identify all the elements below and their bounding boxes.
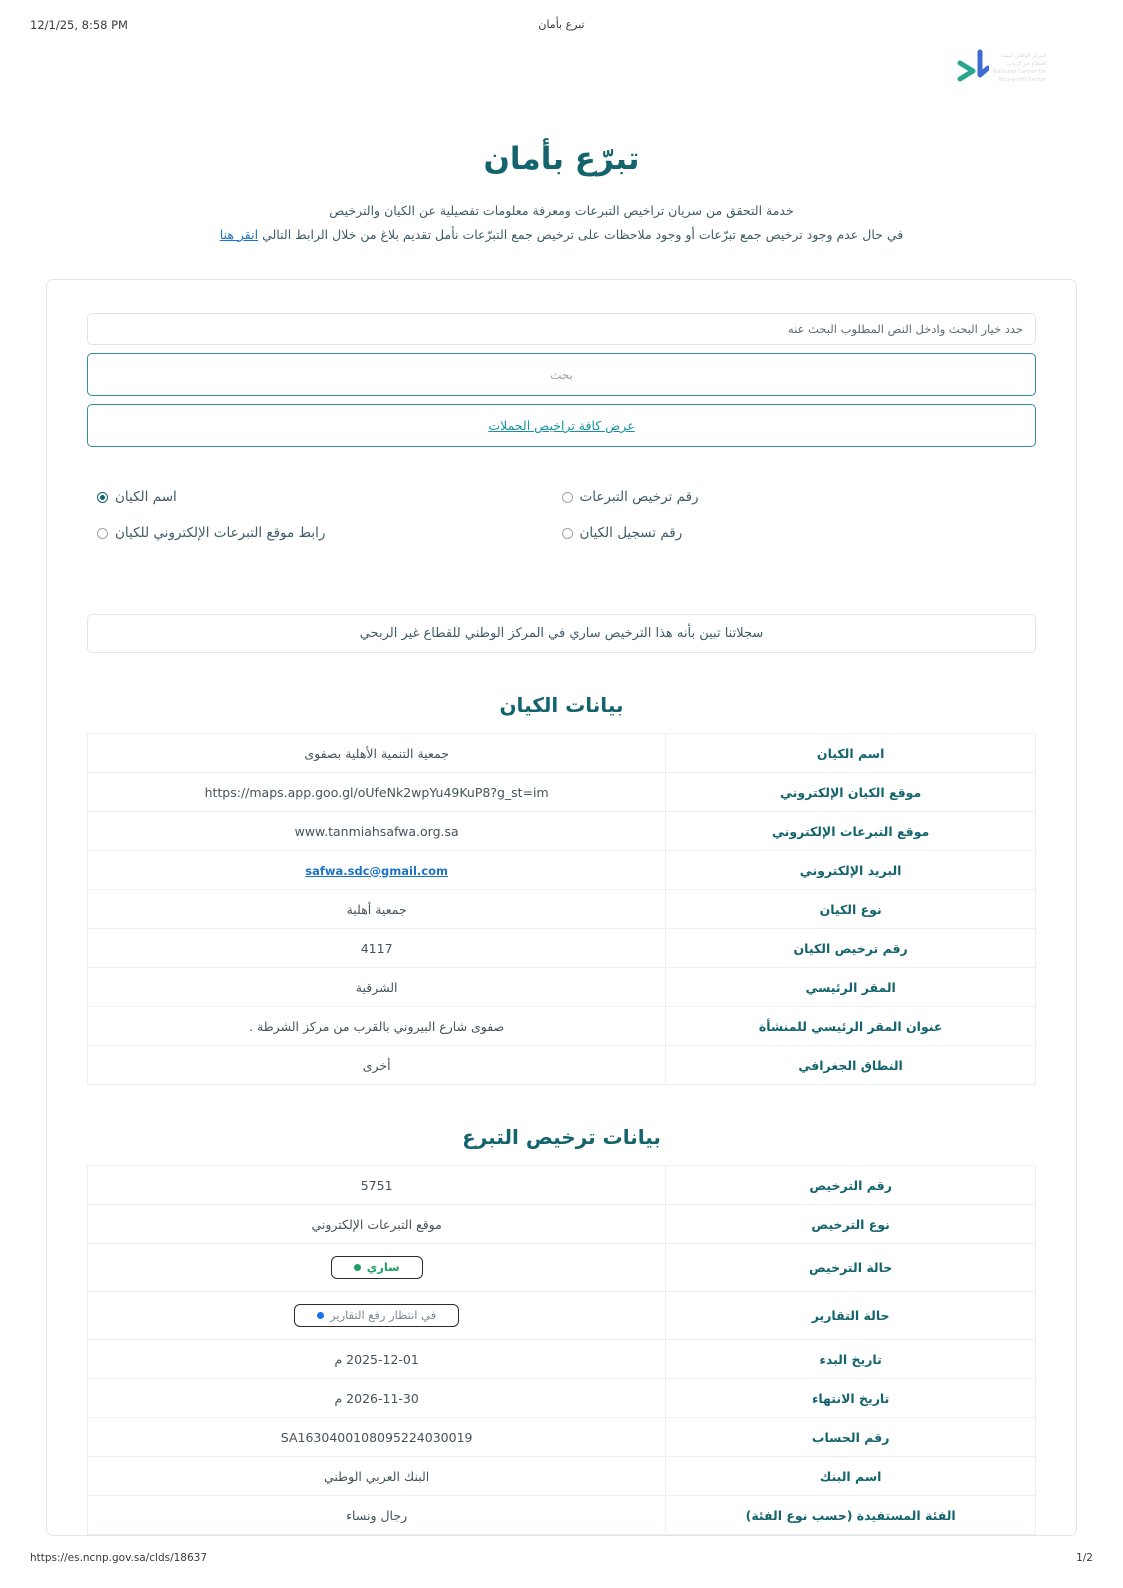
email-link[interactable]: safwa.sdc@gmail.com [305,863,448,878]
report-link[interactable]: انقر هنا [219,226,259,242]
print-header [0,18,1123,36]
row-value: https://maps.app.goo.gl/oUfeNk2wpYu49KuP8?g_st=im [88,773,666,812]
row-value: 5751 [88,1166,666,1205]
license-data-table [87,1165,1036,1535]
entity-data-table [87,733,1036,1085]
print-doc-title: تبرع بأمان [538,18,585,31]
row-key: المقر الرئيسي [666,968,1036,1007]
radio-label-registration-number: رقم تسجيل الكيان [579,525,683,541]
logo-text-block [993,53,1046,84]
row-key: حالة الترخيص [666,1244,1036,1292]
row-value [88,1292,666,1340]
row-key: نوع الترخيص [666,1205,1036,1244]
row-value: www.tanmiahsafwa.org.sa [88,812,666,851]
card-inner [47,280,1076,1535]
subtitle-text: في حال عدم وجود ترخيص جمع تبرّعات أو وجود ملاحظات على ترخيص جمع التبرّعات نأمل تقديم بلاغ من خلال الرابط التالي [262,226,904,242]
status-badge-license [331,1256,423,1280]
row-key: موقع التبرعات الإلكتروني [666,812,1036,851]
row-value: 4117 [88,929,666,968]
row-value [88,1244,666,1292]
table-row [88,1046,1036,1085]
row-key: رقم الترخيص [666,1166,1036,1205]
row-key: البريد الإلكتروني [666,851,1036,890]
row-value: 2025-12-01 م [88,1340,666,1379]
radio-icon-donation-site-link[interactable] [97,528,108,539]
table-row [88,812,1036,851]
table-row [88,929,1036,968]
row-key: النطاق الجغرافي [666,1046,1036,1085]
table-row [88,773,1036,812]
status-dot-icon [317,1312,324,1319]
page-subtitle-line-2 [0,223,1123,247]
table-row [88,1496,1036,1535]
row-key: عنوان المقر الرئيسي للمنشأة [666,1007,1036,1046]
radio-label-entity-name: اسم الكيان [115,489,177,505]
status-dot-icon [354,1264,361,1271]
row-key: تاريخ البدء [666,1340,1036,1379]
table-row [88,1340,1036,1379]
radio-icon-license-number[interactable] [562,492,573,503]
radio-option-entity-name[interactable] [97,489,562,505]
row-key: رقم الحساب [666,1418,1036,1457]
status-badge-license-label: ساري [366,1259,400,1274]
page-title: تبرّع بأمان [483,141,640,177]
search-options-group [87,489,1036,541]
radio-label-donation-site-link: رابط موقع التبرعات الإلكتروني للكيان [115,525,326,541]
radio-option-license-number[interactable] [562,489,1027,505]
logo-line-2: القطاع غير الربحي [1006,61,1047,68]
row-key: الفئة المستفيدة (حسب نوع الفئة) [666,1496,1036,1535]
logo-line-3: National Center for [993,69,1047,75]
footer-url: https://es.ncnp.gov.sa/clds/18637 [30,1552,208,1564]
license-status-notice [87,614,1036,653]
print-timestamp: 12/1/25, 8:58 PM [30,18,128,32]
row-value: جمعية أهلية [88,890,666,929]
search-option-placeholder: حدد خيار البحث وادخل النص المطلوب البحث عنه [787,322,1023,336]
table-row [88,734,1036,773]
table-row [88,1379,1036,1418]
table-row [88,1166,1036,1205]
radio-option-donation-site-link[interactable] [97,525,562,541]
search-input-placeholder: بحث [550,367,573,382]
row-value: الشرقية [88,968,666,1007]
row-key: اسم الكيان [666,734,1036,773]
table-row [88,1457,1036,1496]
row-value: أخرى [362,1057,391,1073]
row-value [88,851,666,890]
row-value: جمعية التنمية الأهلية بصفوى [88,734,666,773]
row-value: صفوى شارع البيروني بالقرب من مركز الشرطة . [88,1007,666,1046]
table-row [88,1007,1036,1046]
table-row [88,968,1036,1007]
ncnp-logo-icon [955,49,989,89]
table-row [88,890,1036,929]
logo-line-4: Non-profit Sector [998,76,1047,83]
table-row [88,1244,1036,1292]
row-key: حالة التقارير [666,1292,1036,1340]
footer-page-number: 1/2 [1076,1552,1093,1564]
row-value: SA1630400108095224030019 [88,1418,666,1457]
row-value: البنك العربي الوطني [88,1457,666,1496]
row-key: نوع الكيان [666,890,1036,929]
status-badge-reports [294,1304,459,1328]
radio-icon-entity-name[interactable] [97,492,108,503]
radio-option-registration-number[interactable] [562,525,1027,541]
table-row [88,1205,1036,1244]
radio-icon-registration-number[interactable] [562,528,573,539]
logo-line-1: المركز الوطني لتنمية [1001,53,1047,60]
license-status-notice-text: سجلاتنا تبين بأنه هذا الترخيص ساري في المركز الوطني للقطاع غير الربحي [359,626,764,641]
site-logo [955,44,1065,94]
search-option-select[interactable] [87,313,1036,345]
license-section-title: بيانات ترخيص التبرع [462,1125,661,1149]
page-header [0,140,1123,246]
page-subtitle-line-1: خدمة التحقق من سريان تراخيص التبرعات ومعرفة معلومات تفصيلية عن الكيان والترخيص [329,202,794,218]
print-footer [0,1552,1123,1568]
row-key: تاريخ الانتهاء [666,1379,1036,1418]
row-value: رجال ونساء [346,1507,408,1523]
show-all-campaigns-button[interactable] [87,404,1036,447]
row-key: موقع الكيان الإلكتروني [666,773,1036,812]
row-key: اسم البنك [666,1457,1036,1496]
table-row [88,1292,1036,1340]
table-row [88,1418,1036,1457]
table-row [88,851,1036,890]
row-value: 2026-11-30 م [88,1379,666,1418]
status-badge-reports-label: في انتظار رفع التقارير [330,1307,437,1322]
entity-section-title: بيانات الكيان [499,693,624,717]
row-key: رقم ترخيص الكيان [666,929,1036,968]
search-input[interactable] [87,353,1036,396]
radio-label-license-number: رقم ترخيص التبرعات [579,489,699,505]
show-all-campaigns-label: عرض كافة تراخيص الحملات [488,418,635,433]
main-card [46,279,1077,1536]
row-value: موقع التبرعات الإلكتروني [88,1205,666,1244]
